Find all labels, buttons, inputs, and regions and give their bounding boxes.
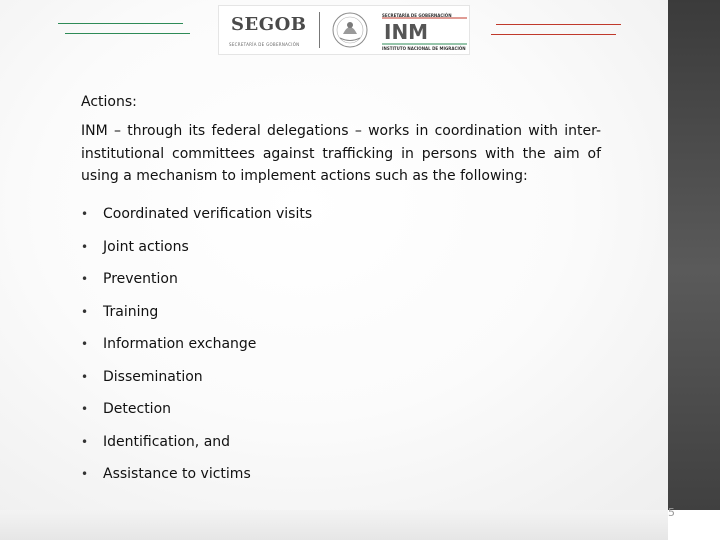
- green-decor-line-bottom: [65, 33, 190, 34]
- section-heading: Actions:: [81, 94, 137, 110]
- green-decor-line-top: [58, 23, 183, 24]
- list-item: [81, 299, 312, 332]
- bullet-icon: •: [81, 369, 89, 384]
- bullet-icon: •: [81, 467, 89, 481]
- list-item-text: Dissemination: [103, 368, 203, 385]
- list-item-text: Identification, and: [103, 433, 231, 450]
- bullet-icon: •: [81, 304, 89, 319]
- list-item-text: Prevention: [103, 271, 178, 287]
- list-item: [81, 461, 312, 494]
- list-item-text: Training: [103, 303, 159, 320]
- intro-paragraph: INM – through its federal delegations – works in coordination with inter-institutional committees against trafficking in persons with the aim of using a mechanism to implement actions such as the following:: [81, 123, 601, 184]
- list-item: [81, 364, 312, 397]
- page-number: 5: [668, 506, 675, 519]
- segob-logo-title: SEGOB: [231, 14, 307, 35]
- list-item: [81, 201, 312, 234]
- inm-logo-text: INM: [384, 20, 429, 44]
- inm-bottom-caption: INSTITUTO NACIONAL DE MIGRACIÓN: [382, 46, 466, 51]
- inm-top-caption: SECRETARÍA DE GOBERNACIÓN: [382, 13, 452, 18]
- logo-divider: [319, 12, 320, 48]
- bullet-icon: •: [81, 239, 89, 254]
- list-item: [81, 396, 312, 429]
- national-seal-icon: [325, 10, 375, 50]
- bullet-icon: •: [81, 402, 89, 416]
- list-item-text: Joint actions: [103, 238, 189, 255]
- header-logo-banner: [218, 5, 470, 55]
- list-item-text: Detection: [103, 401, 172, 417]
- inm-logo-icon: [382, 17, 467, 45]
- bottom-band: [0, 510, 668, 540]
- list-item: [81, 429, 312, 462]
- list-item-text: Coordinated verification visits: [103, 206, 313, 222]
- bullet-icon: •: [81, 337, 89, 351]
- red-decor-line-top: [496, 24, 621, 25]
- bullet-icon: •: [81, 272, 89, 286]
- bullet-icon: •: [81, 434, 89, 449]
- actions-list: [81, 201, 312, 494]
- list-item: [81, 234, 312, 267]
- segob-logo-subtitle: SECRETARÍA DE GOBERNACIÓN: [229, 42, 300, 47]
- list-item: [81, 331, 312, 364]
- list-item-text: Assistance to victims: [103, 466, 251, 482]
- bullet-icon: •: [81, 207, 89, 221]
- red-decor-line-bottom: [491, 34, 616, 35]
- right-bar-bottom-gap: [668, 510, 720, 540]
- list-item-text: Information exchange: [103, 336, 257, 352]
- right-side-bar: [668, 0, 720, 540]
- list-item: [81, 266, 312, 299]
